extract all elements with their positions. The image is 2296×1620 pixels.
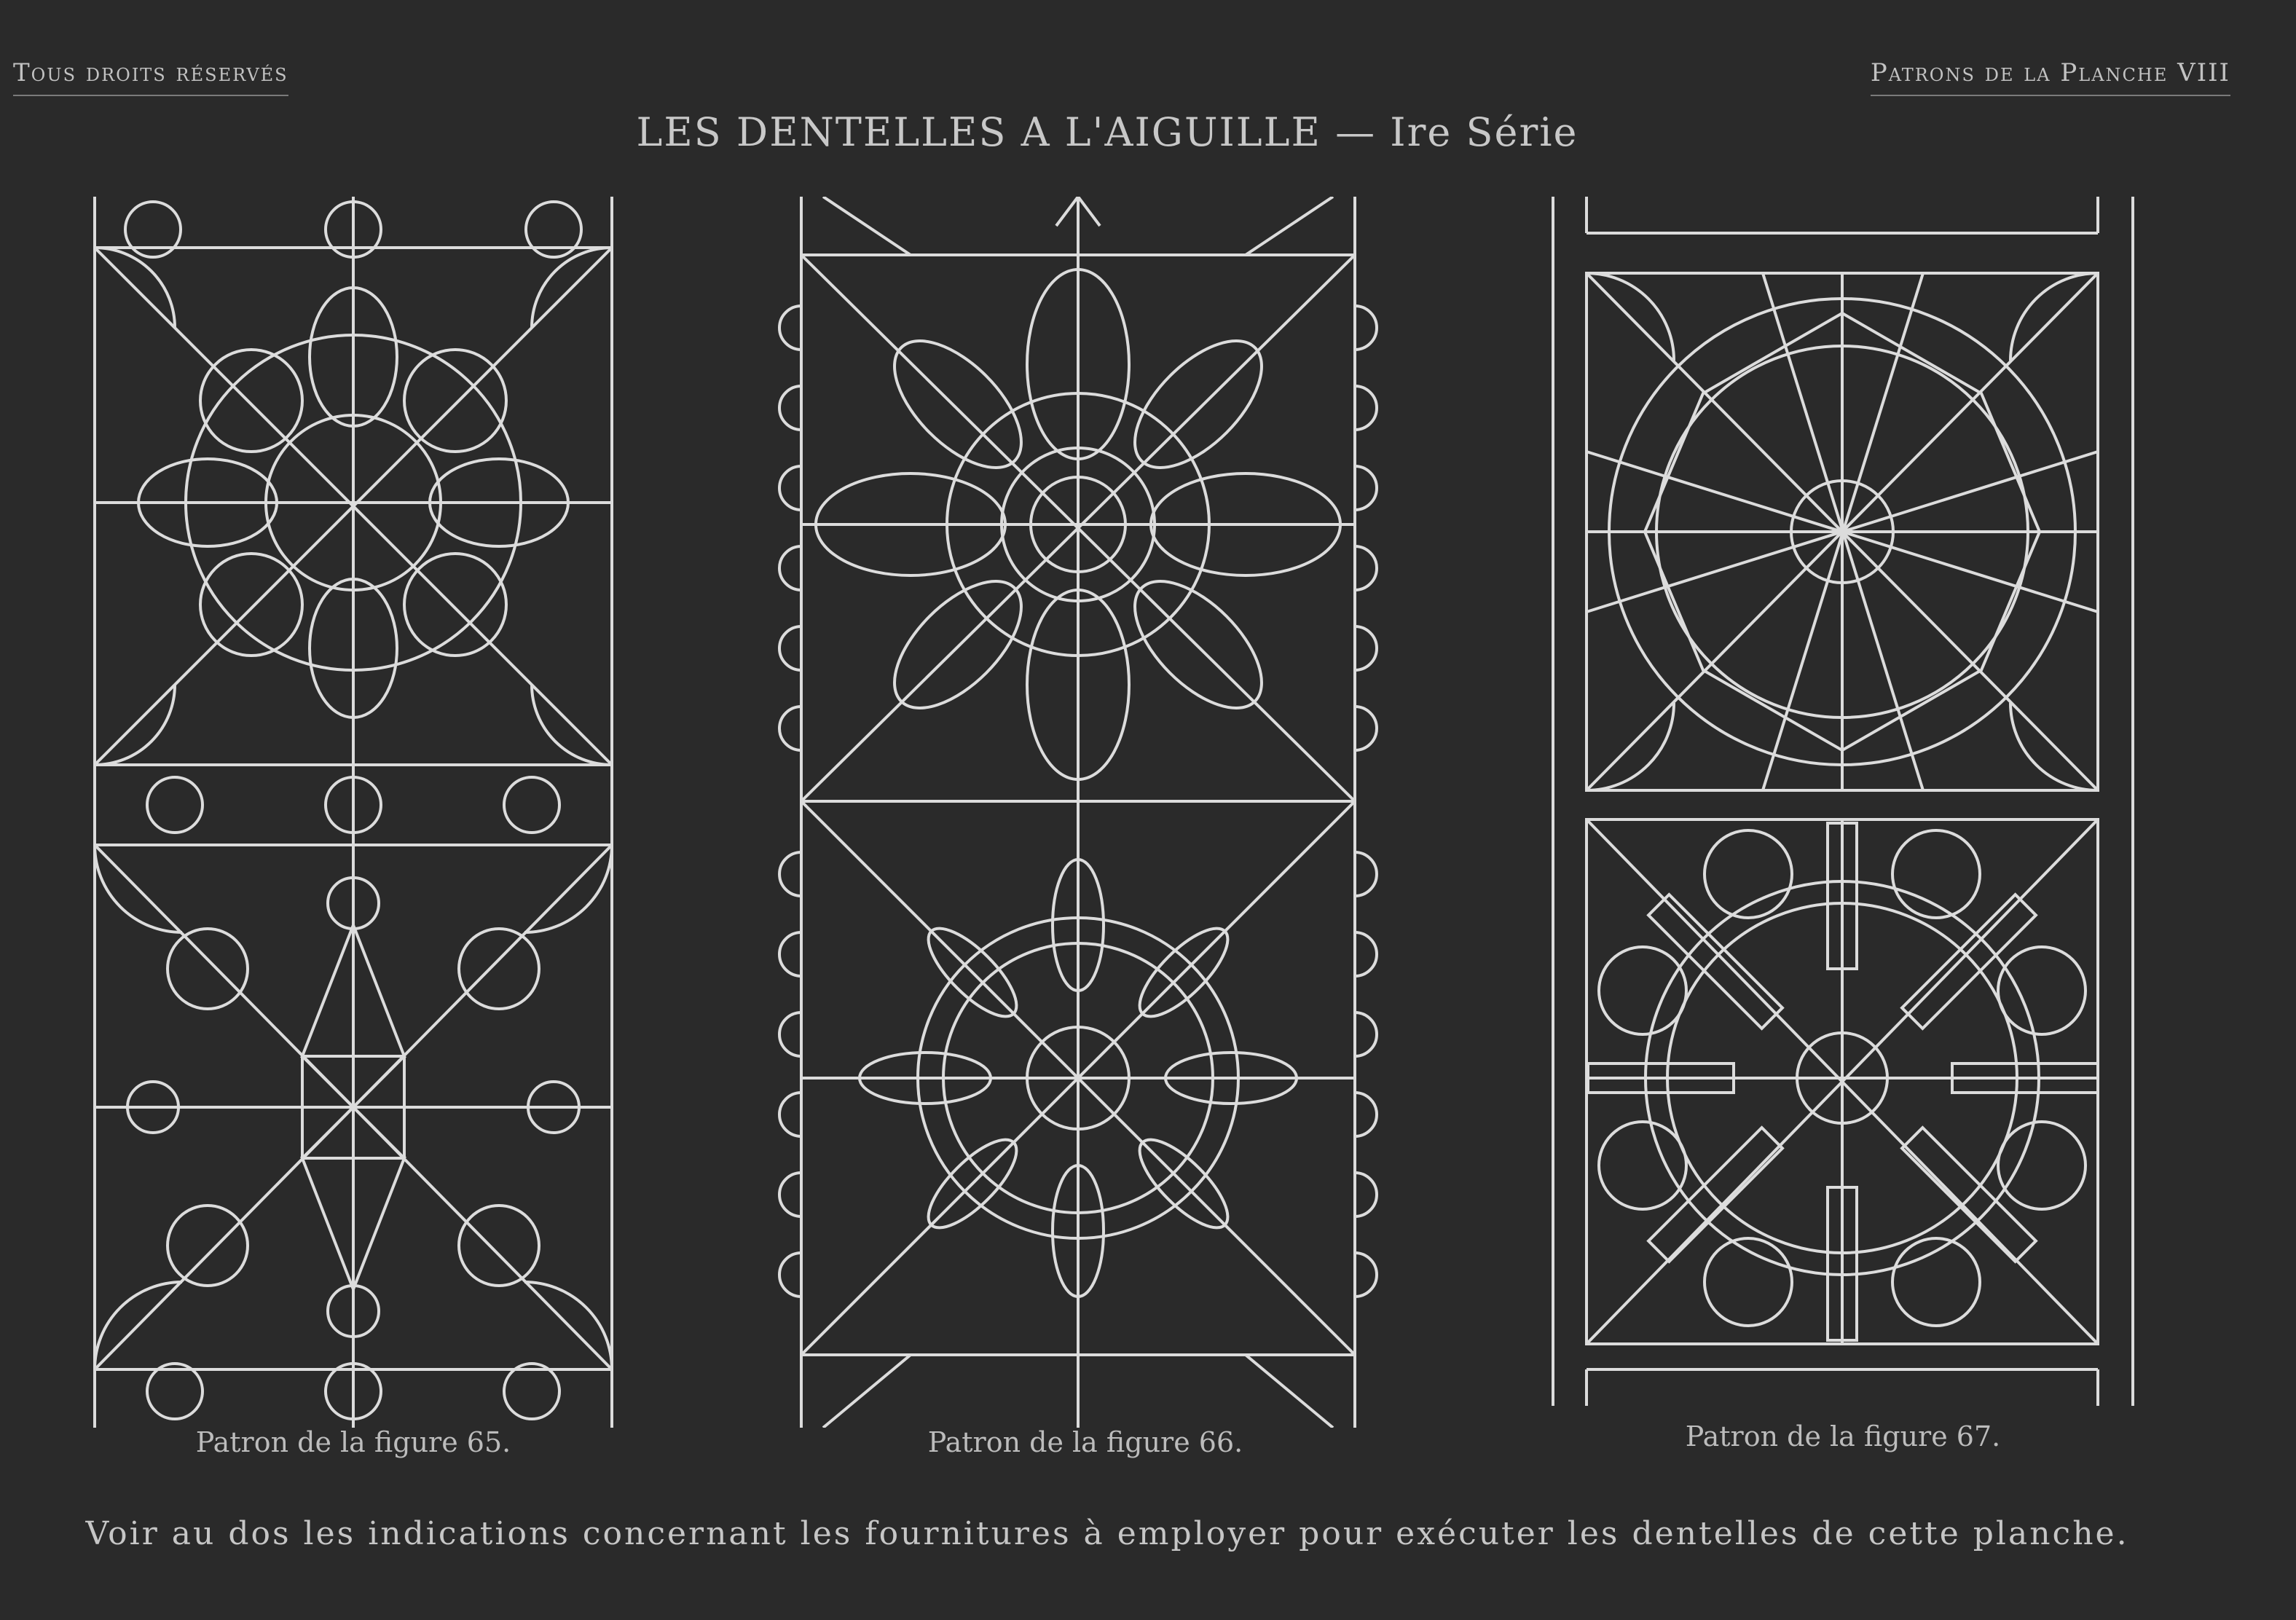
caption-figure-65: Patron de la figure 65. bbox=[195, 1426, 511, 1458]
page-title: LES DENTELLES A L'AIGUILLE — Ire Série bbox=[636, 109, 1578, 155]
rights-notice: Tous droits réservés bbox=[13, 58, 288, 96]
lace-pattern-67-drawing bbox=[1544, 197, 2142, 1428]
caption-figure-67: Patron de la figure 67. bbox=[1685, 1420, 2001, 1452]
caption-figure-66: Patron de la figure 66. bbox=[927, 1426, 1243, 1458]
plate-label: Patrons de la Planche VIII bbox=[1871, 58, 2230, 96]
lace-pattern-65-drawing bbox=[87, 197, 619, 1428]
lace-pattern-66 bbox=[765, 197, 1391, 1428]
lace-pattern-65 bbox=[87, 197, 619, 1428]
lace-pattern-67 bbox=[1544, 197, 2142, 1428]
lace-pattern-66-drawing bbox=[765, 197, 1391, 1428]
footnote: Voir au dos les indications concernant les fournitures à employer pour exécuter les dentelles de cette planche. bbox=[85, 1515, 2129, 1552]
